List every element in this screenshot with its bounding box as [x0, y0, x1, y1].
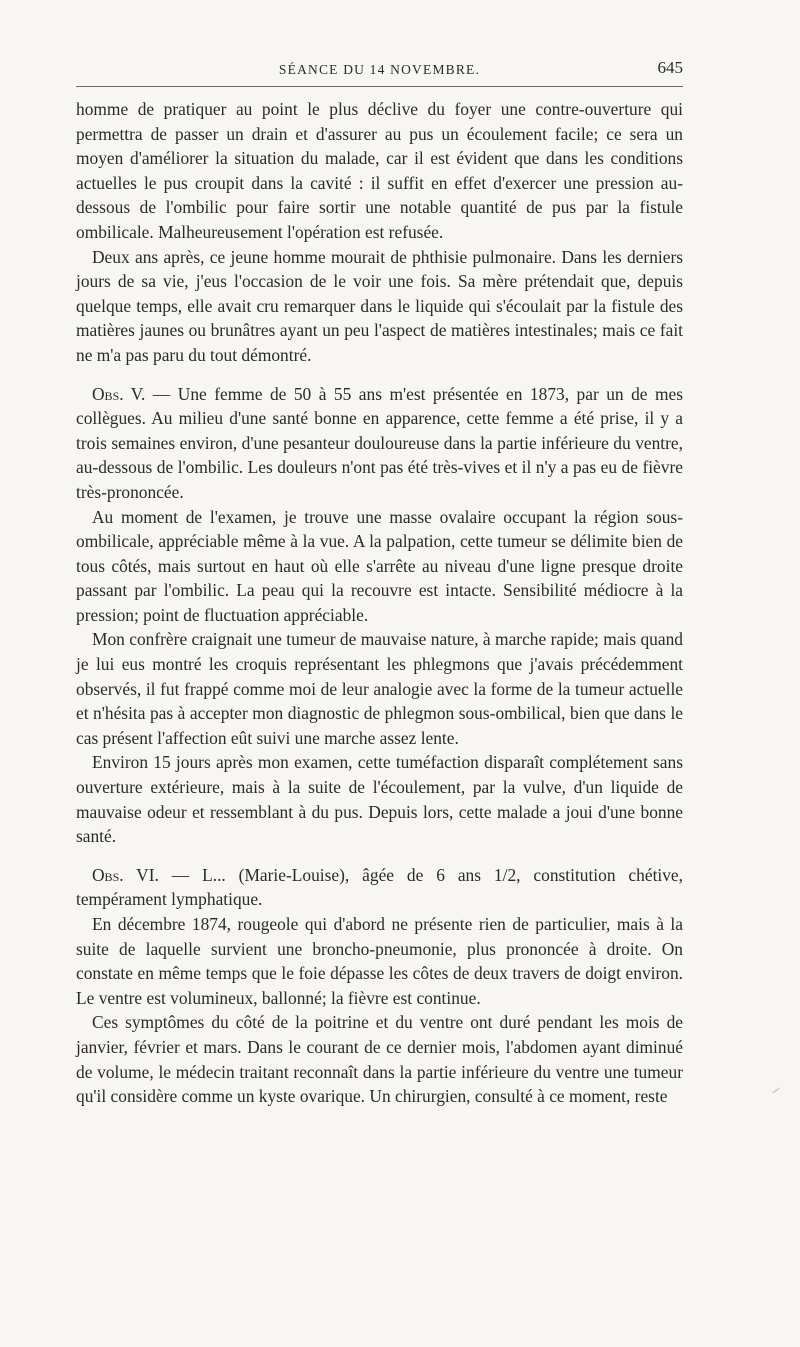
paragraph: En décembre 1874, rougeole qui d'abord ne présente rien de particulier, mais à la suite de laquelle survient une broncho-pneumonie, plus prononcée à droite. On constate en même temps que le foie dépasse les côtes de deux travers de doigt environ. Le ventre est volumineux, ballonné; la fièvre est continue. [76, 914, 683, 1008]
body-text [76, 97, 683, 1109]
page-header [76, 54, 683, 87]
observation-paragraph [76, 863, 683, 912]
paragraph: Au moment de l'examen, je trouve une masse ovalaire occupant la région sous-ombilicale, appréciable même à la vue. A la palpation, cette tumeur se délimite bien de tous côtés, mais surtout en haut où elle s'arrête au niveau d'une ligne presque droite passant par l'ombilic. La peau qui la recouvre est intacte. Sensibilité médiocre à la pression; point de fluctuation appréciable. [76, 506, 683, 625]
paragraph: homme de pratiquer au point le plus déclive du foyer une contre-ouverture qui permettra de passer un drain et d'assurer au pus un écoulement facile; ce sera un moyen d'améliorer la situation du malade, car il est évident que dans les conditions actuelles le pus croupit dans la cavité : il suffit en effet d'exercer une pression au-dessous de l'ombilic pour faire sortir une notable quantité de pus par la fistule ombilicale. Malheureusement l'opération est refusée. [76, 99, 683, 242]
running-title: SÉANCE DU 14 NOVEMBRE. [278, 62, 481, 77]
observation-label: Obs. VI. [92, 864, 159, 885]
paragraph-text: — Une femme de 50 à 55 ans m'est présentée en 1873, par un de mes collègues. Au milieu d'une santé bonne en apparence, cette femme a été prise, il y a trois semaines environ, d'une pesanteur douloureuse dans la partie inférieure du ventre, au-dessous de l'ombilic. Les douleurs n'ont pas été très-vives et il n'y a pas eu de fièvre très-prononcée. [76, 383, 683, 502]
paragraph: Ces symptômes du côté de la poitrine et du ventre ont duré pendant les mois de janvier, février et mars. Dans le courant de ce dernier mois, l'abdomen ayant diminué de volume, le médecin traitant reconnaît dans la partie inférieure du ventre une tumeur qu'il considère comme un kyste ovarique. Un chirurgien, consulté à ce moment, reste [76, 1012, 683, 1107]
observation-label: Obs. V. [92, 383, 146, 404]
paragraph: Environ 15 jours après mon examen, cette tuméfaction disparaît complétement sans ouverture extérieure, mais à la suite de l'écoulement, par la vulve, d'un liquide de mauvaise odeur et ressemblant à du pus. Depuis lors, cette malade a joui d'une bonne santé. [76, 752, 683, 847]
paragraph: Mon confrère craignait une tumeur de mauvaise nature, à marche rapide; mais quand je lui eus montré les croquis représentant les phlegmons que j'avais précédemment observés, il fut frappé comme moi de leur analogie avec la forme de la tumeur actuelle et n'hésita pas à accepter mon diagnostic de phlegmon sous-ombilical, bien que dans le cas présent l'affection eût suivi une marche assez lente. [76, 629, 683, 748]
margin-mark [772, 1088, 779, 1093]
paragraph: Deux ans après, ce jeune homme mourait de phthisie pulmonaire. Dans les derniers jours de sa vie, j'eus l'occasion de le voir une fois. Sa mère prétendait que, depuis quelque temps, elle avait cru remarquer dans le liquide qui s'écoulait par la fistule des matières jaunes ou brunâtres ayant un peu l'aspect de matières intestinales; mais ce fait ne m'a pas paru du tout démontré. [76, 246, 683, 365]
page-number: 645 [657, 58, 683, 77]
observation-paragraph [76, 382, 683, 505]
document-page [76, 54, 683, 1109]
paragraph-text: — L... (Marie-Louise), âgée de 6 ans 1/2, constitution chétive, tempérament lymphatique. [76, 864, 683, 910]
